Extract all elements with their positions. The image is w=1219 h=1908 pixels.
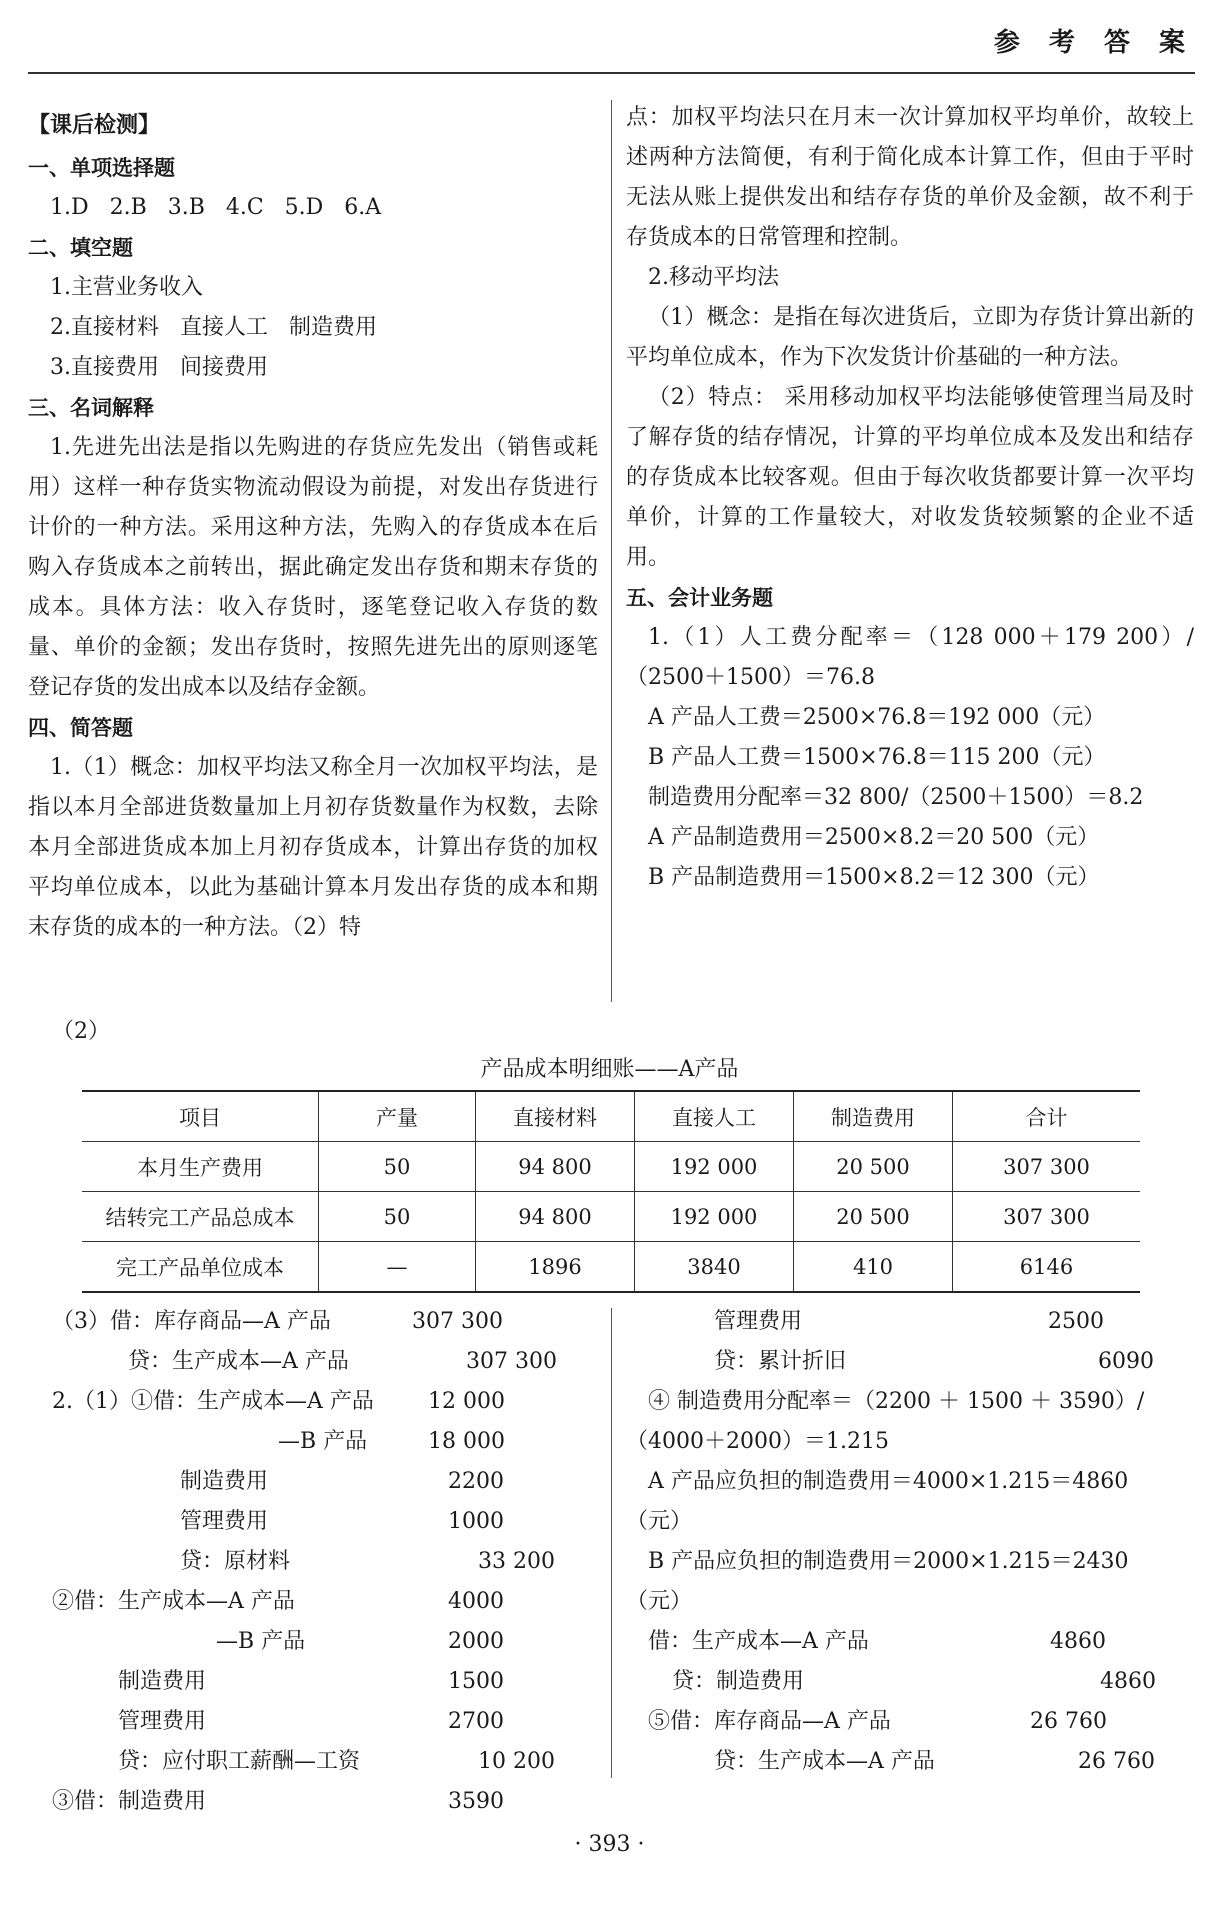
entry-account: （3）借：库存商品—A 产品 [52, 1309, 331, 1334]
moving-average-concept: （1）概念：是指在每次进货后，立即为存货计算出新的平均单位成本，作为下次发货计价基础的一种方法。 [626, 305, 1194, 370]
entry-account: —B 产品 [278, 1429, 368, 1454]
right-journal-entries [612, 1302, 1212, 1782]
calc-line: B 产品人工费＝1500×76.8＝115 200（元） [648, 745, 1106, 770]
section-title-fill-blank: 二、填空题 [28, 236, 133, 260]
entry-account: ②借：生产成本—A 产品 [52, 1589, 295, 1614]
rate-calc-line [612, 1422, 1212, 1462]
entry-account: ③借：制造费用 [52, 1789, 207, 1814]
left-column [28, 106, 598, 948]
table-cell: 50 [319, 1192, 476, 1242]
table-header-cell: 项目 [179, 1105, 221, 1130]
table-cell: 307 300 [953, 1192, 1141, 1242]
journal-entry [0, 1422, 610, 1462]
table-cell: 307 300 [953, 1142, 1141, 1192]
journal-entry [0, 1382, 610, 1422]
journal-entry [0, 1742, 610, 1782]
entry-amount: 3590 [448, 1789, 504, 1814]
term-explanation-text: 1.先进先出法是指以先购进的存货应先发出（销售或耗用）这样一种存货实物流动假设为前提，对发出存货进行计价的一种方法。采用这种方法，先购入的存货成本在后购入存货成本之前转出，据此确定发出存货和期末存货的成本。具体方法：收入存货时，逐笔登记收入存货的数量、单价的金额；发出存货时，按照先进先出的原则逐笔登记存货的发出成本以及结存金额。 [28, 435, 598, 700]
journal-entry [612, 1742, 1212, 1782]
entry-amount: 307 300 [412, 1309, 503, 1334]
journal-entry [0, 1542, 610, 1582]
section-box-heading: 【课后检测】 [28, 113, 161, 138]
rate-calc-line [612, 1382, 1212, 1422]
entry-amount: 1500 [448, 1669, 504, 1694]
entry-account: 管理费用 [118, 1709, 207, 1734]
entry-amount: 4860 [1100, 1669, 1156, 1694]
entry-account: 管理费用 [180, 1509, 269, 1534]
calc-text: （元） [626, 1589, 693, 1614]
calc-line: A 产品人工费＝2500×76.8＝192 000（元） [648, 705, 1106, 730]
entry-amount: 26 760 [1030, 1709, 1107, 1734]
table-header-cell: 产量 [319, 1091, 476, 1142]
journal-entry [0, 1662, 610, 1702]
journal-entry [0, 1502, 610, 1542]
entry-amount: 4860 [1050, 1629, 1106, 1654]
calc-line: 1.（1）人工费分配率＝（128 000＋179 200）/（2500＋1500）＝76.8 [626, 625, 1194, 690]
page-header-title: 参 考 答 案 [993, 28, 1195, 58]
rate-calc-line [612, 1502, 1212, 1542]
entry-account: 制造费用 [118, 1669, 207, 1694]
calc-text: （元） [626, 1509, 693, 1534]
table-cell: 20 500 [794, 1192, 953, 1242]
journal-entry [0, 1782, 610, 1822]
rate-calc-line [612, 1582, 1212, 1622]
table-row [82, 1242, 1140, 1293]
single-choice-answers: 1.D 2.B 3.B 4.C 5.D 6.A [50, 195, 382, 220]
table-cell: 完工产品单位成本 [82, 1242, 319, 1293]
entry-account: 贷：制造费用 [672, 1669, 805, 1694]
journal-entry [612, 1342, 1212, 1382]
rate-calc-line [612, 1542, 1212, 1582]
entry-amount: 12 000 [428, 1389, 505, 1414]
page-number: · 393 · [574, 1832, 645, 1857]
short-answer-text: 1.（1）概念：加权平均法又称全月一次加权平均法，是指以本月全部进货数量加上月初存货数量作为权数，去除本月全部进货成本加上月初存货成本，计算出存货的加权平均单位成本，以此为基础计算本月发出存货的成本和期末存货的成本的一种方法。（2）特 [28, 755, 598, 940]
journal-entry [612, 1302, 1212, 1342]
section-title-short-answer: 四、简答题 [28, 716, 133, 740]
journal-entry [0, 1302, 610, 1342]
table-cell: 20 500 [794, 1142, 953, 1192]
calc-text: （4000＋2000）＝1.215 [626, 1429, 889, 1454]
table-header-cell: 直接材料 [476, 1091, 635, 1142]
journal-entry [612, 1702, 1212, 1742]
entry-amount: 26 760 [1078, 1749, 1155, 1774]
table-cell: 结转完工产品总成本 [82, 1192, 319, 1242]
entry-account: 贷：生产成本—A 产品 [714, 1749, 935, 1774]
entry-amount: 2200 [448, 1469, 504, 1494]
entry-amount: 18 000 [428, 1429, 505, 1454]
entry-amount: 2700 [448, 1709, 504, 1734]
calc-line: 制造费用分配率＝32 800/（2500＋1500）＝8.2 [648, 785, 1144, 810]
table-cell: 192 000 [635, 1142, 794, 1192]
entry-account: 管理费用 [714, 1309, 803, 1334]
table-header-row [82, 1091, 1140, 1142]
entry-account: 制造费用 [180, 1469, 269, 1494]
entry-account: ⑤借：库存商品—A 产品 [648, 1709, 891, 1734]
table-label: （2） [52, 1019, 110, 1044]
entry-amount: 2500 [1048, 1309, 1104, 1334]
entry-account: —B 产品 [216, 1629, 306, 1654]
section-title-single-choice: 一、单项选择题 [28, 156, 175, 180]
entry-account: 贷：原材料 [180, 1549, 291, 1574]
table-cell: 410 [794, 1242, 953, 1293]
fill-blank-item: 2.直接材料 直接人工 制造费用 [50, 315, 377, 340]
journal-entry [0, 1342, 610, 1382]
journal-entry [0, 1702, 610, 1742]
left-journal-entries [0, 1302, 610, 1822]
table-cell: 6146 [953, 1242, 1141, 1293]
cost-ledger-table [82, 1090, 1140, 1293]
entry-amount: 1000 [448, 1509, 504, 1534]
calc-text: B 产品应负担的制造费用＝2000×1.215＝2430 [648, 1549, 1129, 1574]
journal-entry [612, 1622, 1212, 1662]
header-rule [28, 72, 1195, 74]
table-header-cell: 直接人工 [635, 1091, 794, 1142]
calc-text: ④ 制造费用分配率＝（2200 ＋ 1500 ＋ 3590）/ [648, 1389, 1145, 1414]
moving-average-title: 2.移动平均法 [648, 265, 779, 290]
entry-amount: 4000 [448, 1589, 504, 1614]
table-header-cell: 制造费用 [794, 1091, 953, 1142]
table-row [82, 1142, 1140, 1192]
table-cell: 3840 [635, 1242, 794, 1293]
table-cell: 1896 [476, 1242, 635, 1293]
table-header-cell: 合计 [953, 1091, 1141, 1142]
table-cell: 192 000 [635, 1192, 794, 1242]
calc-line: A 产品制造费用＝2500×8.2＝20 500（元） [648, 825, 1100, 850]
entry-amount: 6090 [1098, 1349, 1154, 1374]
journal-entry [0, 1622, 610, 1662]
fill-blank-item: 1.主营业务收入 [50, 275, 203, 300]
journal-entry [0, 1462, 610, 1502]
rate-calc-line [612, 1462, 1212, 1502]
calc-line: B 产品制造费用＝1500×8.2＝12 300（元） [648, 865, 1100, 890]
entry-account: 2.（1）①借：生产成本—A 产品 [52, 1389, 374, 1414]
table-caption: 产品成本明细账——A产品 [480, 1057, 739, 1082]
moving-average-feature: （2）特点： 采用移动加权平均法能够使管理当局及时了解存货的结存情况，计算的平均单位成本及发出和结存的存货成本比较客观。但由于每次收货都要计算一次平均单价，计算的工作量较大，对收发货较频繁的企业不适用。 [626, 385, 1194, 570]
entry-account: 贷：累计折旧 [714, 1349, 847, 1374]
entry-amount: 33 200 [478, 1549, 555, 1574]
entry-amount: 2000 [448, 1629, 504, 1654]
calc-text: A 产品应负担的制造费用＝4000×1.215＝4860 [648, 1469, 1129, 1494]
journal-entry [0, 1582, 610, 1622]
section-title-accounting: 五、会计业务题 [626, 586, 773, 610]
entry-amount: 10 200 [478, 1749, 555, 1774]
table-cell: 94 800 [476, 1142, 635, 1192]
entry-account: 贷：应付职工薪酬—工资 [118, 1749, 361, 1774]
column-divider-top [611, 100, 612, 1002]
section-title-term-explanation: 三、名词解释 [28, 396, 154, 420]
table-cell: 50 [319, 1142, 476, 1192]
journal-entry [612, 1662, 1212, 1702]
right-column [626, 98, 1194, 898]
table-cell: — [319, 1242, 476, 1293]
entry-amount: 307 300 [466, 1349, 557, 1374]
fill-blank-item: 3.直接费用 间接费用 [50, 355, 268, 380]
short-answer-continued: 点：加权平均法只在月末一次计算加权平均单价，故较上述两种方法简便，有利于简化成本计算工作，但由于平时无法从账上提供发出和结存存货的单价及金额，故不利于存货成本的日常管理和控制。 [626, 105, 1194, 250]
table-row [82, 1192, 1140, 1242]
table-cell: 本月生产费用 [82, 1142, 319, 1192]
entry-account: 借：生产成本—A 产品 [648, 1629, 869, 1654]
entry-account: 贷：生产成本—A 产品 [128, 1349, 349, 1374]
table-cell: 94 800 [476, 1192, 635, 1242]
